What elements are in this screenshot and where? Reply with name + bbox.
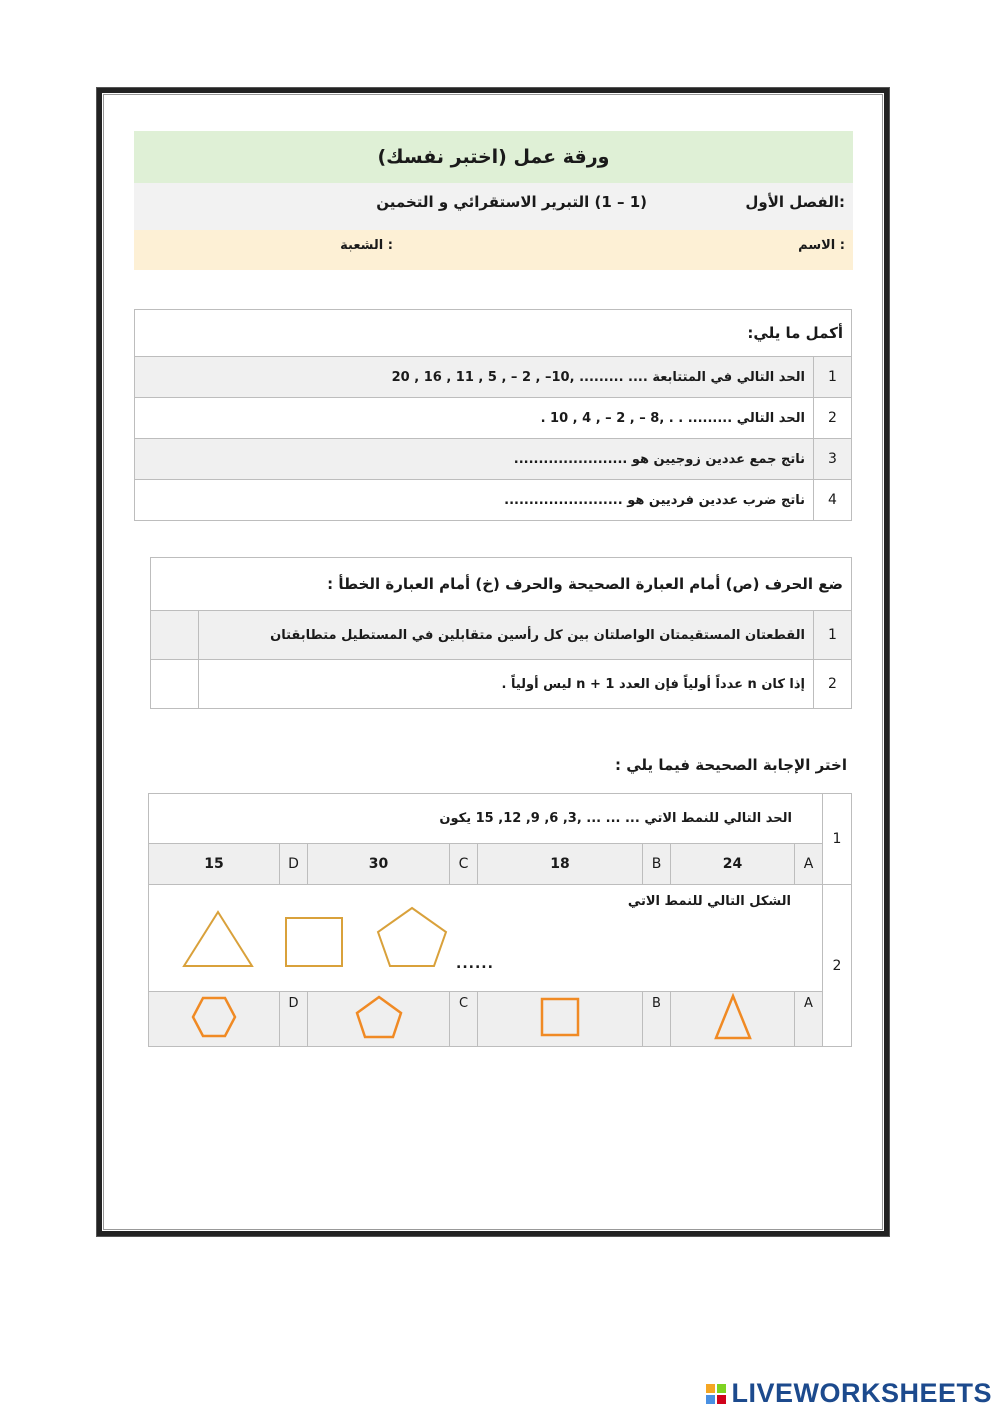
- table-row: [135, 398, 852, 439]
- item-number: 4: [814, 480, 852, 521]
- option-d-shape[interactable]: [149, 992, 280, 1047]
- option-value[interactable]: 15: [149, 844, 280, 885]
- option-a-shape[interactable]: [671, 992, 795, 1047]
- table-row: [149, 885, 852, 992]
- question-text: الحد التالي للنمط الاتي ... ... ... ,3, 6, 9, 12, 15 يكون: [149, 794, 823, 844]
- item-text[interactable]: ناتج ضرب عددين فرديين هو ........................: [135, 480, 814, 521]
- worksheet-title: ورقة عمل (اختبر نفسك): [134, 131, 853, 183]
- option-letter: C: [450, 992, 478, 1047]
- table-row: [135, 357, 852, 398]
- option-letter: D: [280, 844, 308, 885]
- question-number: 1: [823, 794, 852, 885]
- option-value[interactable]: 18: [478, 844, 643, 885]
- item-number: 3: [814, 439, 852, 480]
- pentagon-icon: [354, 994, 404, 1040]
- square-icon: [539, 996, 581, 1038]
- lesson-topic: (1 – 1) التبرير الاستقرائي و التخمين: [376, 193, 647, 211]
- section-label: الشعبة :: [340, 238, 393, 253]
- pattern-blank: ......: [456, 956, 494, 972]
- option-b-shape[interactable]: [478, 992, 643, 1047]
- table-row: [135, 439, 852, 480]
- option-letter: B: [643, 844, 671, 885]
- item-number: 1: [814, 357, 852, 398]
- logo-icon: [705, 1383, 727, 1405]
- complete-table: [134, 309, 852, 521]
- option-letter: B: [643, 992, 671, 1047]
- option-letter: D: [280, 992, 308, 1047]
- pentagon-icon: [374, 904, 450, 970]
- truefalse-table: [150, 557, 852, 709]
- option-letter: C: [450, 844, 478, 885]
- question-body: [149, 885, 823, 992]
- mc-table: [148, 793, 852, 1047]
- item-text: القطعتان المستقيمتان الواصلتان بين كل رأسين متقابلين في المستطيل متطابقتان: [199, 611, 814, 660]
- question-text: الشكل التالي للنمط الاتي: [627, 894, 791, 909]
- name-label: الاسم :: [798, 238, 845, 253]
- mc-title: اختر الإجابة الصحيحة فيما يلي :: [615, 756, 847, 774]
- triangle-icon: [180, 908, 260, 970]
- liveworksheets-logo: [705, 1378, 992, 1409]
- chapter-label: الفصل الأول:: [745, 193, 845, 211]
- student-info-bar: [134, 230, 853, 270]
- chapter-bar: [134, 183, 853, 230]
- table-row: [151, 660, 852, 709]
- item-number: 1: [814, 611, 852, 660]
- hexagon-icon: [191, 995, 237, 1039]
- table-row: [149, 794, 852, 844]
- complete-title: أكمل ما يلي:: [135, 310, 852, 357]
- option-letter: A: [795, 992, 823, 1047]
- item-text: إذا كان n عدداً أولياً فإن العدد 1 + n ليس أولياً .: [199, 660, 814, 709]
- triangle-icon: [713, 993, 753, 1041]
- question-number: 2: [823, 885, 852, 1047]
- option-c-shape[interactable]: [308, 992, 450, 1047]
- table-row: [151, 611, 852, 660]
- answer-box[interactable]: [151, 611, 199, 660]
- options-row: [149, 992, 852, 1047]
- item-text[interactable]: الحد التالي في المتتابعة .... ......... ,10– , 2 – , 5 , 11 , 16 , 20: [135, 357, 814, 398]
- item-text[interactable]: ناتج جمع عددين زوجيين هو .......................: [135, 439, 814, 480]
- brand-name: LIVEWORKSHEETS: [731, 1378, 992, 1408]
- option-value[interactable]: 24: [671, 844, 795, 885]
- options-row: [149, 844, 852, 885]
- item-number: 2: [814, 398, 852, 439]
- answer-box[interactable]: [151, 660, 199, 709]
- square-icon: [282, 914, 346, 970]
- option-letter: A: [795, 844, 823, 885]
- option-value[interactable]: 30: [308, 844, 450, 885]
- item-number: 2: [814, 660, 852, 709]
- item-text[interactable]: الحد التالي ......... . . ,8 – , 2 – , 4 , 10 .: [135, 398, 814, 439]
- truefalse-title: ضع الحرف (ص) أمام العبارة الصحيحة والحرف (خ) أمام العبارة الخطأ :: [151, 558, 852, 611]
- table-row: [135, 480, 852, 521]
